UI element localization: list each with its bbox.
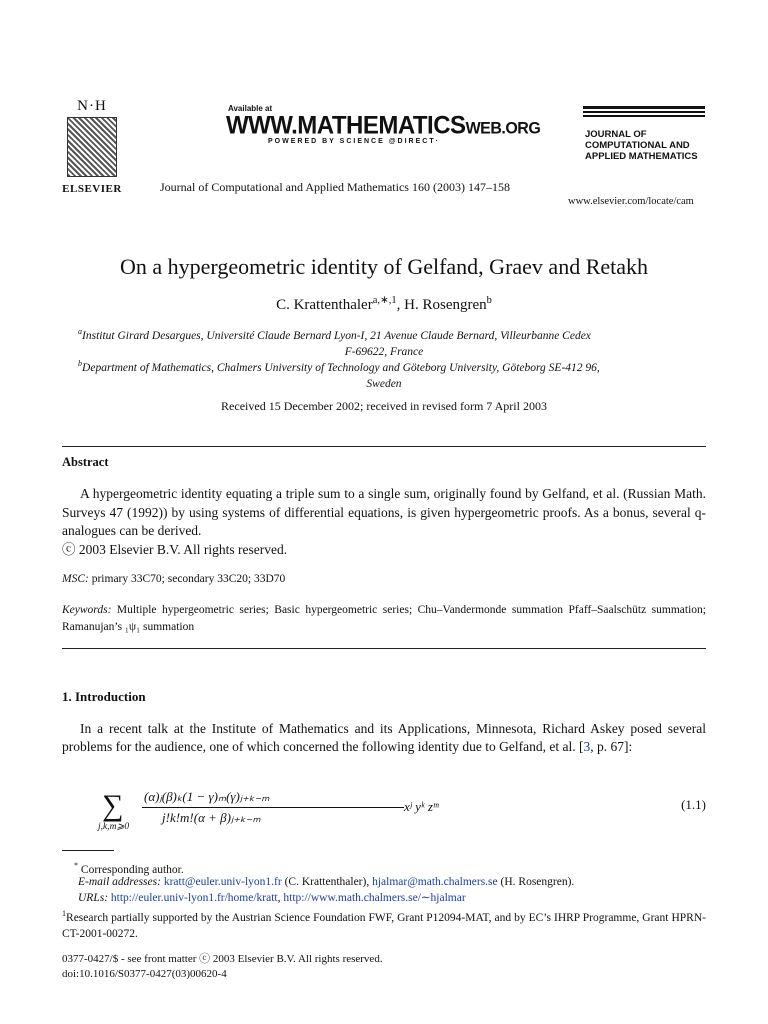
fraction-bar — [142, 807, 404, 808]
intro-text-after: , p. 67]: — [590, 739, 633, 754]
intro-text-before: In a recent talk at the Institute of Mathematics and its Applications, Minnesota, Richard Askey posed several problems for the audience, one of which concerned the following identity due to Gelfand, et al. [ — [62, 721, 706, 754]
corr-mark: * — [74, 861, 79, 870]
journal-url[interactable]: www.elsevier.com/locate/cam — [568, 196, 694, 207]
site-main: WWW.MATHEMATICS — [226, 111, 466, 140]
elsevier-tree-icon — [67, 117, 117, 177]
corr-text: Corresponding author. — [78, 863, 184, 876]
article-title: On a hypergeometric identity of Gelfand, Graev and Retakh — [119, 254, 649, 279]
author-1-marks: a,∗,1 — [372, 295, 397, 306]
author-2-marks: b — [486, 295, 492, 306]
divider — [62, 446, 706, 447]
equation-1-1 — [98, 785, 706, 835]
affil-a-line2: F-69622, France — [344, 345, 424, 358]
footnote-rule — [62, 850, 114, 851]
url-link-2[interactable]: http://www.math.chalmers.se/∼hjalmar — [283, 892, 466, 904]
abstract-heading: Abstract — [62, 455, 109, 469]
author-1: C. Krattenthaler — [276, 297, 373, 313]
citation-link[interactable]: 3 — [583, 739, 591, 754]
abstract-copyright: ⓒ 2003 Elsevier B.V. All rights reserved. — [62, 541, 288, 557]
keywords — [62, 602, 706, 636]
affiliation-a — [78, 324, 690, 360]
author-separator: , — [396, 297, 405, 313]
journal-name — [585, 129, 698, 162]
fraction-denominator: j!k!m!(α + β)ⱼ₊ₖ₋ₘ — [162, 810, 261, 825]
affil-a-mark: a — [78, 327, 83, 336]
publisher-mark: N·H — [77, 98, 107, 114]
equation-number: (1.1) — [681, 797, 706, 812]
sum-symbol: ∑ — [102, 789, 124, 822]
footnote-emails — [62, 874, 706, 890]
email-2-owner: (H. Rosengren). — [497, 876, 575, 888]
fraction-numerator: (α)ⱼ(β)ₖ(1 − γ)ₘ(γ)ⱼ₊ₖ₋ₘ — [144, 789, 270, 804]
urls-label: URLs: — [78, 892, 109, 904]
fn1-text: Research partially supported by the Austrian Science Foundation FWF, Grant P12094-MAT, and by EC’s IHRP Programme, Grant HPRN-CT-2001-00272. — [62, 911, 706, 940]
section-heading: 1. Introduction — [62, 689, 146, 704]
publisher-name: ELSEVIER — [62, 183, 122, 195]
url-separator: , — [277, 892, 284, 904]
journal-reference: Journal of Computational and Applied Mathematics 160 (2003) 147–158 — [160, 180, 510, 194]
journal-name-line: COMPUTATIONAL AND — [585, 140, 690, 151]
powered-by-label: POWERED BY SCIENCE @DIRECT· — [268, 138, 440, 145]
divider — [62, 648, 706, 649]
email-link-1[interactable]: kratt@euler.univ-lyon1.fr — [163, 876, 282, 888]
sum-subscript: j,k,m⩾0 — [98, 822, 130, 832]
url-link-1[interactable]: http://euler.univ-lyon1.fr/home/kratt — [110, 892, 278, 904]
email-label: E-mail addresses: — [78, 876, 161, 888]
footnote-urls — [62, 890, 706, 906]
keywords-list: Multiple hypergeometric series; Basic hypergeometric series; Chu–Vandermonde summation Pfaff–Saalschütz summation; Ramanujan’s ₁ψ₁ summation — [62, 604, 706, 633]
msc-classification — [62, 573, 285, 585]
abstract-body — [62, 485, 706, 559]
affiliation-b — [78, 356, 690, 392]
journal-name-line: APPLIED MATHEMATICS — [585, 151, 698, 162]
abstract-text: A hypergeometric identity equating a triple sum to a single sum, originally found by Gelfand, et al. (Russian Math. Surveys 47 (1992)) by using systems of differential equations, is given hypergeometric proofs. As a bonus, several q-analogues can be derived. — [62, 486, 706, 538]
footnote-1 — [62, 906, 706, 942]
affil-b-line2: Sweden — [366, 377, 402, 390]
doi-line[interactable]: doi:10.1016/S0377-0427(03)00620-4 — [62, 968, 227, 980]
fn1-mark: 1 — [62, 909, 67, 918]
journal-name-line: JOURNAL OF — [585, 129, 647, 140]
site-suffix: WEB.ORG — [465, 119, 541, 138]
mathematicsweb-logo[interactable] — [226, 111, 540, 140]
journal-rule-lines — [583, 106, 705, 119]
email-link-2[interactable]: hjalmar@math.chalmers.se — [372, 876, 498, 888]
author-2: H. Rosengren — [404, 297, 487, 313]
affil-a-line1: Institut Girard Desargues, Université Claude Bernard Lyon-I, 21 Avenue Claude Bernard, Villeurbanne Cedex — [82, 329, 591, 342]
received-dates: Received 15 December 2002; received in revised form 7 April 2003 — [221, 399, 547, 413]
equation-tail: xʲ yᵏ zᵐ — [404, 799, 439, 814]
affil-b-line1: Department of Mathematics, Chalmers University of Technology and Göteborg University, Göteborg SE-412 96, — [82, 361, 600, 374]
msc-codes: primary 33C70; secondary 33C20; 33D70 — [88, 573, 286, 585]
authors — [0, 294, 768, 314]
email-1-owner: (C. Krattenthaler), — [281, 876, 373, 888]
issn-line: 0377-0427/$ - see front matter ⓒ 2003 Elsevier B.V. All rights reserved. — [62, 953, 383, 965]
keywords-label: Keywords: — [62, 604, 112, 616]
publisher-logo — [60, 98, 124, 198]
available-at-label: Available at — [228, 104, 273, 113]
affil-b-mark: b — [78, 359, 83, 368]
intro-paragraph — [62, 720, 706, 756]
msc-label: MSC: — [62, 573, 89, 585]
